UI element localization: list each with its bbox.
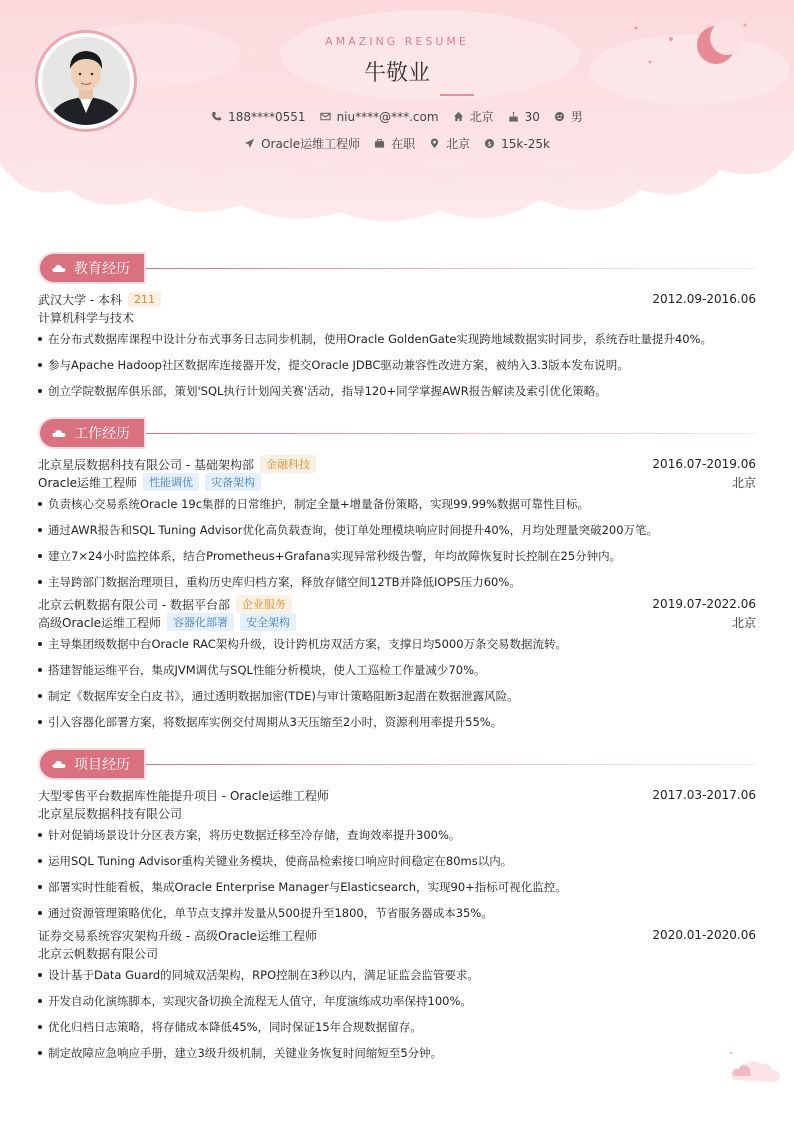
- job-info-row: [0, 135, 794, 152]
- project-bullets: [38, 822, 756, 926]
- home-item: [453, 108, 494, 125]
- face-icon: [554, 111, 565, 122]
- project-name-row: [38, 786, 756, 804]
- home-text: 北京: [469, 110, 494, 124]
- company-name: 北京星辰数据科技有限公司 - 基础架构部: [38, 457, 254, 472]
- list-item: 设计基于Data Guard的同城双活架构，RPO控制在3秒以内，满足证监会监管要求。: [38, 962, 756, 988]
- age-text: 30: [524, 109, 540, 124]
- project-name: 证券交易系统容灾架构升级 - 高级Oracle运维工程师: [38, 928, 318, 943]
- list-item: 搭建智能运维平台，集成JVM调优与SQL性能分析模块，使人工巡检工作量减少70%。: [38, 657, 756, 683]
- work-date: 2019.07-2022.06: [652, 597, 756, 611]
- target-city-item: [429, 135, 470, 152]
- cake-icon: [508, 111, 519, 122]
- project-name: 大型零售平台数据库性能提升项目 - Oracle运维工程师: [38, 788, 330, 803]
- company-name: 北京云帆数据有限公司 - 数据平台部: [38, 597, 230, 612]
- project-item: [38, 786, 756, 926]
- list-item: 在分布式数据库课程中设计分布式事务日志同步机制，使用Oracle GoldenGate实现跨地域数据实时同步，系统吞吐量提升40%。: [38, 326, 756, 352]
- project-item: [38, 926, 756, 1066]
- home-icon: [453, 111, 464, 122]
- education-pill: [38, 252, 146, 284]
- projects-header: [38, 748, 756, 780]
- list-item: 制定《数据库安全白皮书》，通过透明数据加密(TDE)与审计策略阻断3起潜在数据泄露风险。: [38, 683, 756, 709]
- work-item: [38, 455, 756, 595]
- skill-tag: 性能调优: [143, 473, 199, 491]
- education-bullets: [38, 326, 756, 404]
- education-date: 2012.09-2016.06: [652, 292, 756, 306]
- phone-icon: [211, 111, 222, 122]
- work-bullets: [38, 631, 756, 735]
- role-name: Oracle运维工程师: [38, 475, 138, 490]
- school-name: 武汉大学 - 本科: [38, 292, 122, 307]
- work-item: [38, 595, 756, 735]
- work-role-row: [38, 613, 756, 631]
- contact-info-row: [0, 108, 794, 125]
- work-divider: [146, 433, 756, 434]
- list-item: 通过资源管理策略优化，单节点支撑并发量从500提升至1800，节省服务器成本35%。: [38, 900, 756, 926]
- education-section: [38, 252, 756, 404]
- major-text: 计算机科学与技术: [38, 310, 135, 325]
- project-name-row: [38, 926, 756, 944]
- projects-section: [38, 748, 756, 1066]
- list-item: 建立7×24小时监控体系，结合Prometheus+Grafana实现异常秒级告警，年均故障恢复时长控制在25分钟内。: [38, 543, 756, 569]
- resume-tagline: AMAZING RESUME: [325, 35, 469, 48]
- cloud-icon: [52, 428, 66, 438]
- skill-tag: 安全架构: [240, 613, 296, 631]
- gender-item: [554, 108, 583, 125]
- work-section: [38, 417, 756, 735]
- list-item: 针对促销场景设计分区表方案，将历史数据迁移至冷存储，查询效率提升300%。: [38, 822, 756, 848]
- briefcase-icon: [374, 138, 385, 149]
- job-status-text: 在职: [391, 137, 416, 151]
- education-header: [38, 252, 756, 284]
- work-company-row: [38, 595, 756, 613]
- footer-cloud-decoration: [728, 1050, 784, 1086]
- work-city: 北京: [731, 615, 756, 630]
- mail-icon: [320, 111, 331, 122]
- work-city: 北京: [731, 475, 756, 490]
- work-title: 工作经历: [74, 426, 130, 442]
- list-item: 制定故障应急响应手册，建立3级升级机制，关键业务恢复时间缩短至5分钟。: [38, 1040, 756, 1066]
- candidate-name: 牛敬业: [363, 61, 430, 86]
- projects-divider: [146, 764, 756, 765]
- work-header: [38, 417, 756, 449]
- list-item: 主导跨部门数据治理项目，重构历史库归档方案，释放存储空间12TB并降低IOPS压力60%。: [38, 569, 756, 595]
- email-text: niu****@***.com: [336, 109, 439, 124]
- salary-item: [484, 137, 550, 151]
- work-bullets: [38, 491, 756, 595]
- work-company-row: [38, 455, 756, 473]
- phone-item: [211, 110, 305, 124]
- cloud-icon: [52, 263, 66, 273]
- list-item: 创立学院数据库俱乐部，策划'SQL执行计划闯关赛'活动，指导120+同学掌握AWR报告解读及索引优化策略。: [38, 378, 756, 404]
- salary-text: 15k-25k: [501, 136, 550, 151]
- skill-tag: 灾备架构: [205, 473, 261, 491]
- send-icon: [244, 138, 255, 149]
- project-date: 2020.01-2020.06: [652, 928, 756, 942]
- name-underline: [440, 94, 474, 96]
- target-city-text: 北京: [446, 137, 471, 151]
- industry-tag: 金融科技: [260, 455, 316, 473]
- work-pill: [38, 417, 146, 449]
- gender-text: 男: [570, 110, 583, 124]
- skill-tag: 容器化部署: [167, 613, 234, 631]
- list-item: 负责核心交易系统Oracle 19c集群的日常维护，制定全量+增量备份策略，实现99.99%数据可靠性目标。: [38, 491, 756, 517]
- work-date: 2016.07-2019.06: [652, 457, 756, 471]
- list-item: 主导集团级数据中台Oracle RAC架构升级，设计跨机房双活方案，支撑日均5000万条交易数据流转。: [38, 631, 756, 657]
- project-date: 2017.03-2017.06: [652, 788, 756, 802]
- projects-pill: [38, 748, 146, 780]
- list-item: 通过AWR报告和SQL Tuning Advisor优化高负载查询，使订单处理模块响应时间提升40%，月均处理量突破200万笔。: [38, 517, 756, 543]
- list-item: 开发自动化演练脚本，实现灾备切换全流程无人值守，年度演练成功率保持100%。: [38, 988, 756, 1014]
- list-item: 优化归档日志策略，将存储成本降低45%，同时保证15年合规数据留存。: [38, 1014, 756, 1040]
- education-row: [38, 290, 756, 308]
- cloud-icon: [52, 759, 66, 769]
- industry-tag: 企业服务: [236, 595, 292, 613]
- education-divider: [146, 268, 756, 269]
- school-tag: 211: [128, 292, 161, 307]
- age-item: [508, 110, 540, 124]
- list-item: 参与Apache Hadoop社区数据库连接器开发，提交Oracle JDBC驱动兼容性改进方案，被纳入3.3版本发布说明。: [38, 352, 756, 378]
- target-position-item: [244, 135, 360, 152]
- education-title: 教育经历: [74, 261, 130, 277]
- list-item: 引入容器化部署方案，将数据库实例交付周期从3天压缩至2小时，资源利用率提升55%。: [38, 709, 756, 735]
- work-role-row: [38, 473, 756, 491]
- job-status-item: [374, 135, 415, 152]
- role-name: 高级Oracle运维工程师: [38, 615, 162, 630]
- target-position-text: Oracle运维工程师: [261, 137, 361, 151]
- project-company: 北京星辰数据科技有限公司: [38, 806, 183, 821]
- list-item: 部署实时性能看板，集成Oracle Enterprise Manager与Elasticsearch，实现90+指标可视化监控。: [38, 874, 756, 900]
- list-item: 运用SQL Tuning Advisor重构关键业务模块，使商品检索接口响应时间稳定在80ms以内。: [38, 848, 756, 874]
- project-bullets: [38, 962, 756, 1066]
- phone-text: 188****0551: [228, 109, 306, 124]
- email-item: [320, 110, 439, 124]
- projects-title: 项目经历: [74, 757, 130, 773]
- svg-text:$: $: [487, 139, 492, 148]
- money-icon: [484, 138, 495, 149]
- project-company: 北京云帆数据有限公司: [38, 946, 159, 961]
- location-icon: [429, 138, 440, 149]
